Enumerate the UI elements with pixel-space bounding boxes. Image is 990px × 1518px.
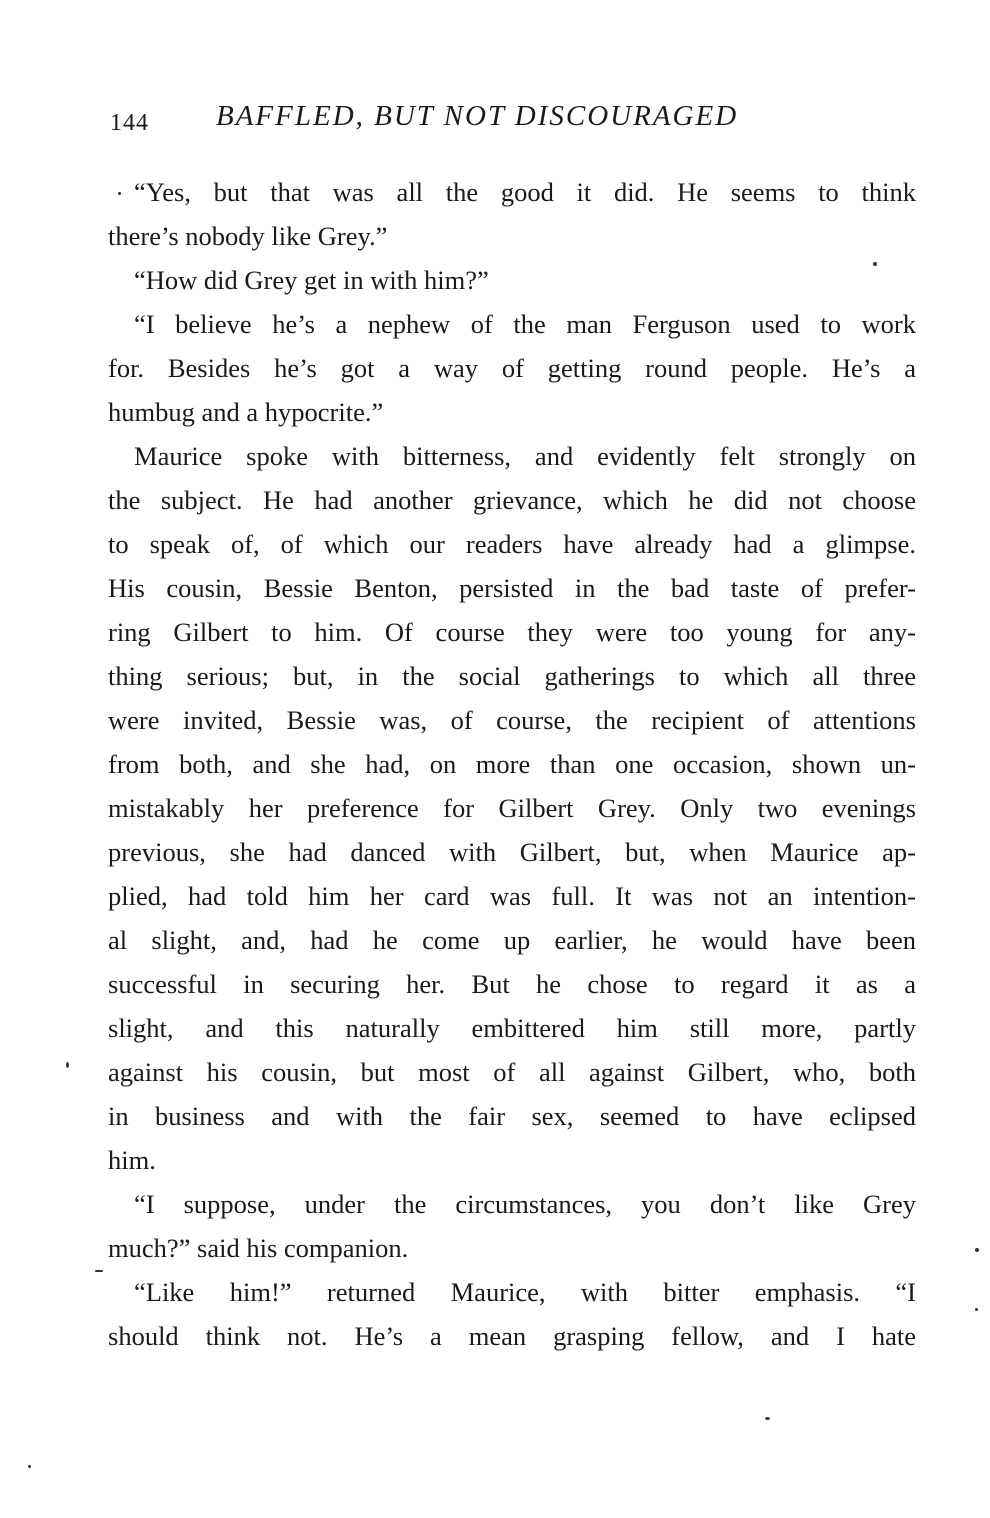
page-header	[110, 100, 910, 140]
text-line: him.	[108, 1145, 156, 1175]
text-line: plied, had told him her card was full. It was not an intention-	[108, 881, 916, 911]
scan-speck	[66, 1062, 69, 1068]
text-line: there’s nobody like Grey.”	[108, 221, 388, 251]
text-line: humbug and a hypocrite.”	[108, 397, 384, 427]
text-line: His cousin, Bessie Benton, persisted in the bad taste of prefer-	[108, 573, 916, 603]
scan-speck	[118, 192, 121, 195]
text-line: “I believe he’s a nephew of the man Ferguson used to work	[134, 309, 916, 339]
body-text	[108, 170, 916, 1358]
text-line: al slight, and, had he come up earlier, he would have been	[108, 925, 916, 955]
text-line: thing serious; but, in the social gatherings to which all three	[108, 661, 916, 691]
scan-speck	[975, 1248, 979, 1252]
text-line: slight, and this naturally embittered him still more, partly	[108, 1013, 916, 1043]
text-line: “How did Grey get in with him?”	[134, 265, 489, 295]
text-line: mistakably her preference for Gilbert Grey. Only two evenings	[108, 793, 916, 823]
running-title: BAFFLED, BUT NOT DISCOURAGED	[216, 100, 739, 132]
scan-speck	[873, 262, 877, 266]
scan-speck	[95, 1270, 103, 1272]
text-line: successful in securing her. But he chose to regard it as a	[108, 969, 916, 999]
scan-speck	[765, 1417, 770, 1420]
text-line: the subject. He had another grievance, which he did not choose	[108, 485, 916, 515]
text-line: “Like him!” returned Maurice, with bitter emphasis. “I	[134, 1277, 916, 1307]
text-line: ring Gilbert to him. Of course they were too young for any-	[108, 617, 916, 647]
text-line: much?” said his companion.	[108, 1233, 409, 1263]
text-line: from both, and she had, on more than one occasion, shown un-	[108, 749, 916, 779]
text-line: against his cousin, but most of all against Gilbert, who, both	[108, 1057, 916, 1087]
text-line: should think not. He’s a mean grasping fellow, and I hate	[108, 1321, 916, 1351]
text-line: to speak of, of which our readers have already had a glimpse.	[108, 529, 916, 559]
text-line: “Yes, but that was all the good it did. He seems to think	[134, 177, 916, 207]
text-line: for. Besides he’s got a way of getting round people. He’s a	[108, 353, 916, 383]
scan-speck	[975, 1308, 978, 1311]
text-line: in business and with the fair sex, seemed to have eclipsed	[108, 1101, 916, 1131]
text-line: “I suppose, under the circumstances, you don’t like Grey	[134, 1189, 916, 1219]
text-line: Maurice spoke with bitterness, and evidently felt strongly on	[134, 441, 916, 471]
text-line: previous, she had danced with Gilbert, but, when Maurice ap-	[108, 837, 916, 867]
text-line: were invited, Bessie was, of course, the recipient of attentions	[108, 705, 916, 735]
page-number: 144	[110, 110, 149, 136]
scan-speck	[28, 1465, 31, 1468]
